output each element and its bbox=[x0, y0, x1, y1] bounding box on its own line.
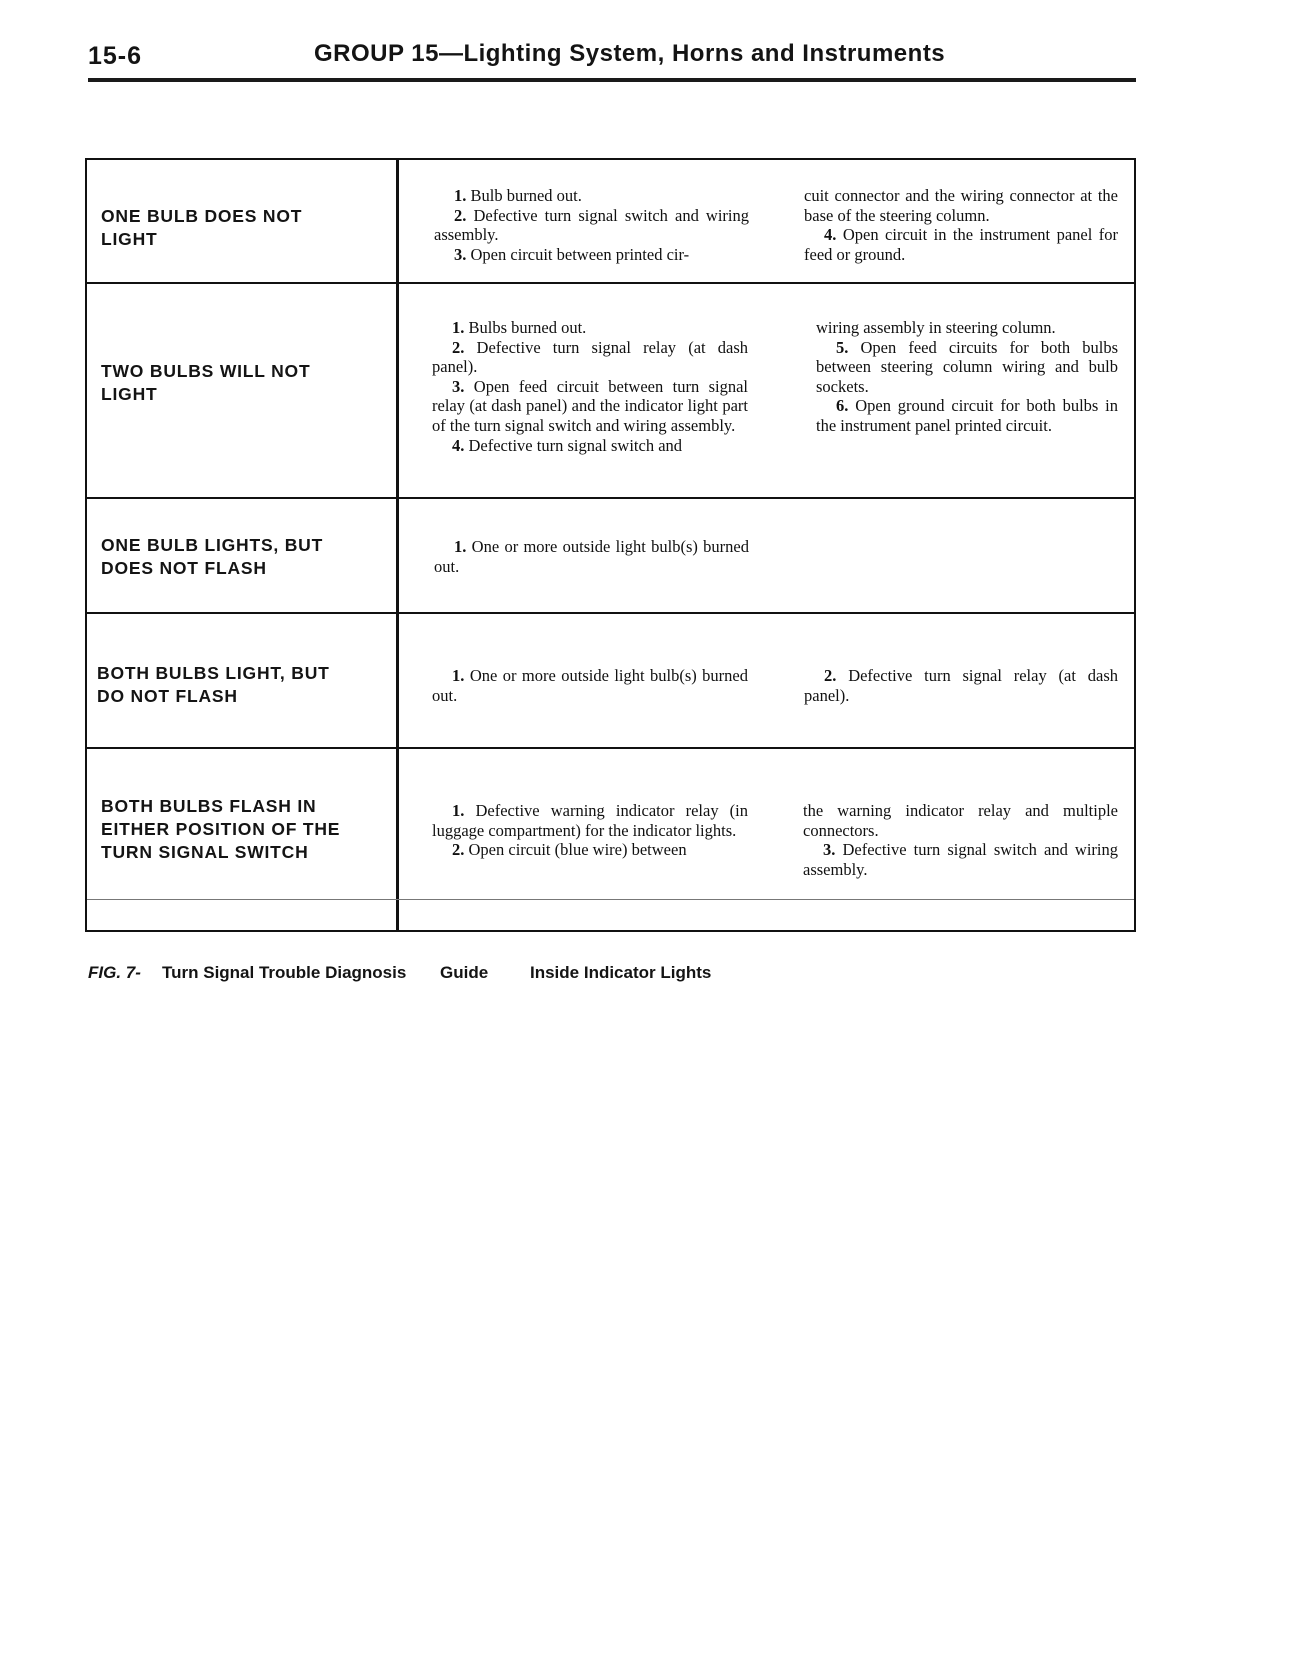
row-divider bbox=[87, 747, 1134, 749]
causes-left bbox=[432, 318, 748, 455]
cause-item: 1. One or more outside light bulb(s) burned out. bbox=[432, 666, 748, 705]
row-divider bbox=[87, 282, 1134, 284]
cause-item: 2. Open circuit (blue wire) between bbox=[452, 840, 687, 860]
header-rule bbox=[88, 78, 1136, 82]
row-divider bbox=[87, 899, 1134, 900]
cause-item: 3. Open feed circuit between turn signal relay (at dash panel) and the indicator light part of the turn signal switch and wiring assembly. bbox=[432, 376, 748, 435]
cause-item: 1. Defective warning indicator relay (in luggage compartment) for the indicator lights. bbox=[432, 801, 749, 840]
page-number: 15-6 bbox=[88, 42, 143, 70]
causes-left bbox=[434, 186, 749, 264]
diagnosis-table bbox=[85, 158, 1136, 932]
page-title: GROUP 15—Lighting System, Horns and Instruments bbox=[314, 40, 946, 67]
caption-text: Guide bbox=[440, 963, 489, 982]
figure-caption bbox=[88, 963, 711, 983]
cause-item: cuit connector and the wiring connector at the base of the steering column. bbox=[804, 186, 1118, 225]
cause-item: 2. Defective turn signal relay (at dash panel). bbox=[804, 666, 1118, 705]
cause-item: 3. Defective turn signal switch and wiring assembly. bbox=[803, 840, 1118, 879]
cause-item: 1. Bulb burned out. bbox=[454, 186, 582, 205]
symptom-label: ONE BULB LIGHTS, BUT DOES NOT FLASH bbox=[101, 535, 324, 578]
cause-item: 1. One or more outside light bulb(s) burned out. bbox=[434, 537, 750, 576]
causes-left bbox=[432, 666, 748, 705]
figure-number: FIG. 7- bbox=[88, 963, 141, 982]
causes-right bbox=[816, 318, 1118, 436]
causes-right bbox=[803, 801, 1118, 879]
symptom-label: BOTH BULBS LIGHT, BUT DO NOT FLASH bbox=[97, 663, 330, 706]
row-divider bbox=[87, 612, 1134, 614]
cause-item: wiring assembly in steering column. bbox=[816, 318, 1056, 337]
symptom-label: BOTH BULBS FLASH IN EITHER POSITION OF THE TURN SIGNAL SWITCH bbox=[101, 796, 341, 862]
cause-item: 2. Defective turn signal switch and wiring assembly. bbox=[434, 205, 749, 245]
symptom-label: TWO BULBS WILL NOT LIGHT bbox=[101, 361, 311, 404]
cause-item: 5. Open feed circuits for both bulbs between steering column wiring and bulb sockets. bbox=[816, 337, 1119, 396]
cause-item: 1. Bulbs burned out. bbox=[452, 318, 587, 337]
causes-left bbox=[432, 801, 748, 860]
causes-right bbox=[804, 666, 1118, 705]
caption-text: Inside Indicator Lights bbox=[530, 963, 712, 982]
cause-item: 6. Open ground circuit for both bulbs in the instrument panel printed circuit. bbox=[816, 396, 1119, 435]
caption-text: Turn Signal Trouble Diagnosis bbox=[162, 963, 407, 982]
causes-left bbox=[434, 537, 749, 576]
causes-right bbox=[804, 186, 1118, 264]
cause-item: the warning indicator relay and multiple connectors. bbox=[803, 801, 1118, 840]
cause-item: 4. Defective turn signal switch and bbox=[452, 435, 683, 455]
symptom-label: ONE BULB DOES NOT LIGHT bbox=[101, 206, 303, 249]
page-header bbox=[88, 38, 1136, 78]
column-divider bbox=[396, 160, 399, 930]
row-divider bbox=[87, 497, 1134, 499]
cause-item: 3. Open circuit between printed cir- bbox=[454, 244, 690, 264]
cause-item: 2. Defective turn signal relay (at dash panel). bbox=[432, 337, 748, 377]
cause-item: 4. Open circuit in the instrument panel for feed or ground. bbox=[804, 225, 1118, 264]
